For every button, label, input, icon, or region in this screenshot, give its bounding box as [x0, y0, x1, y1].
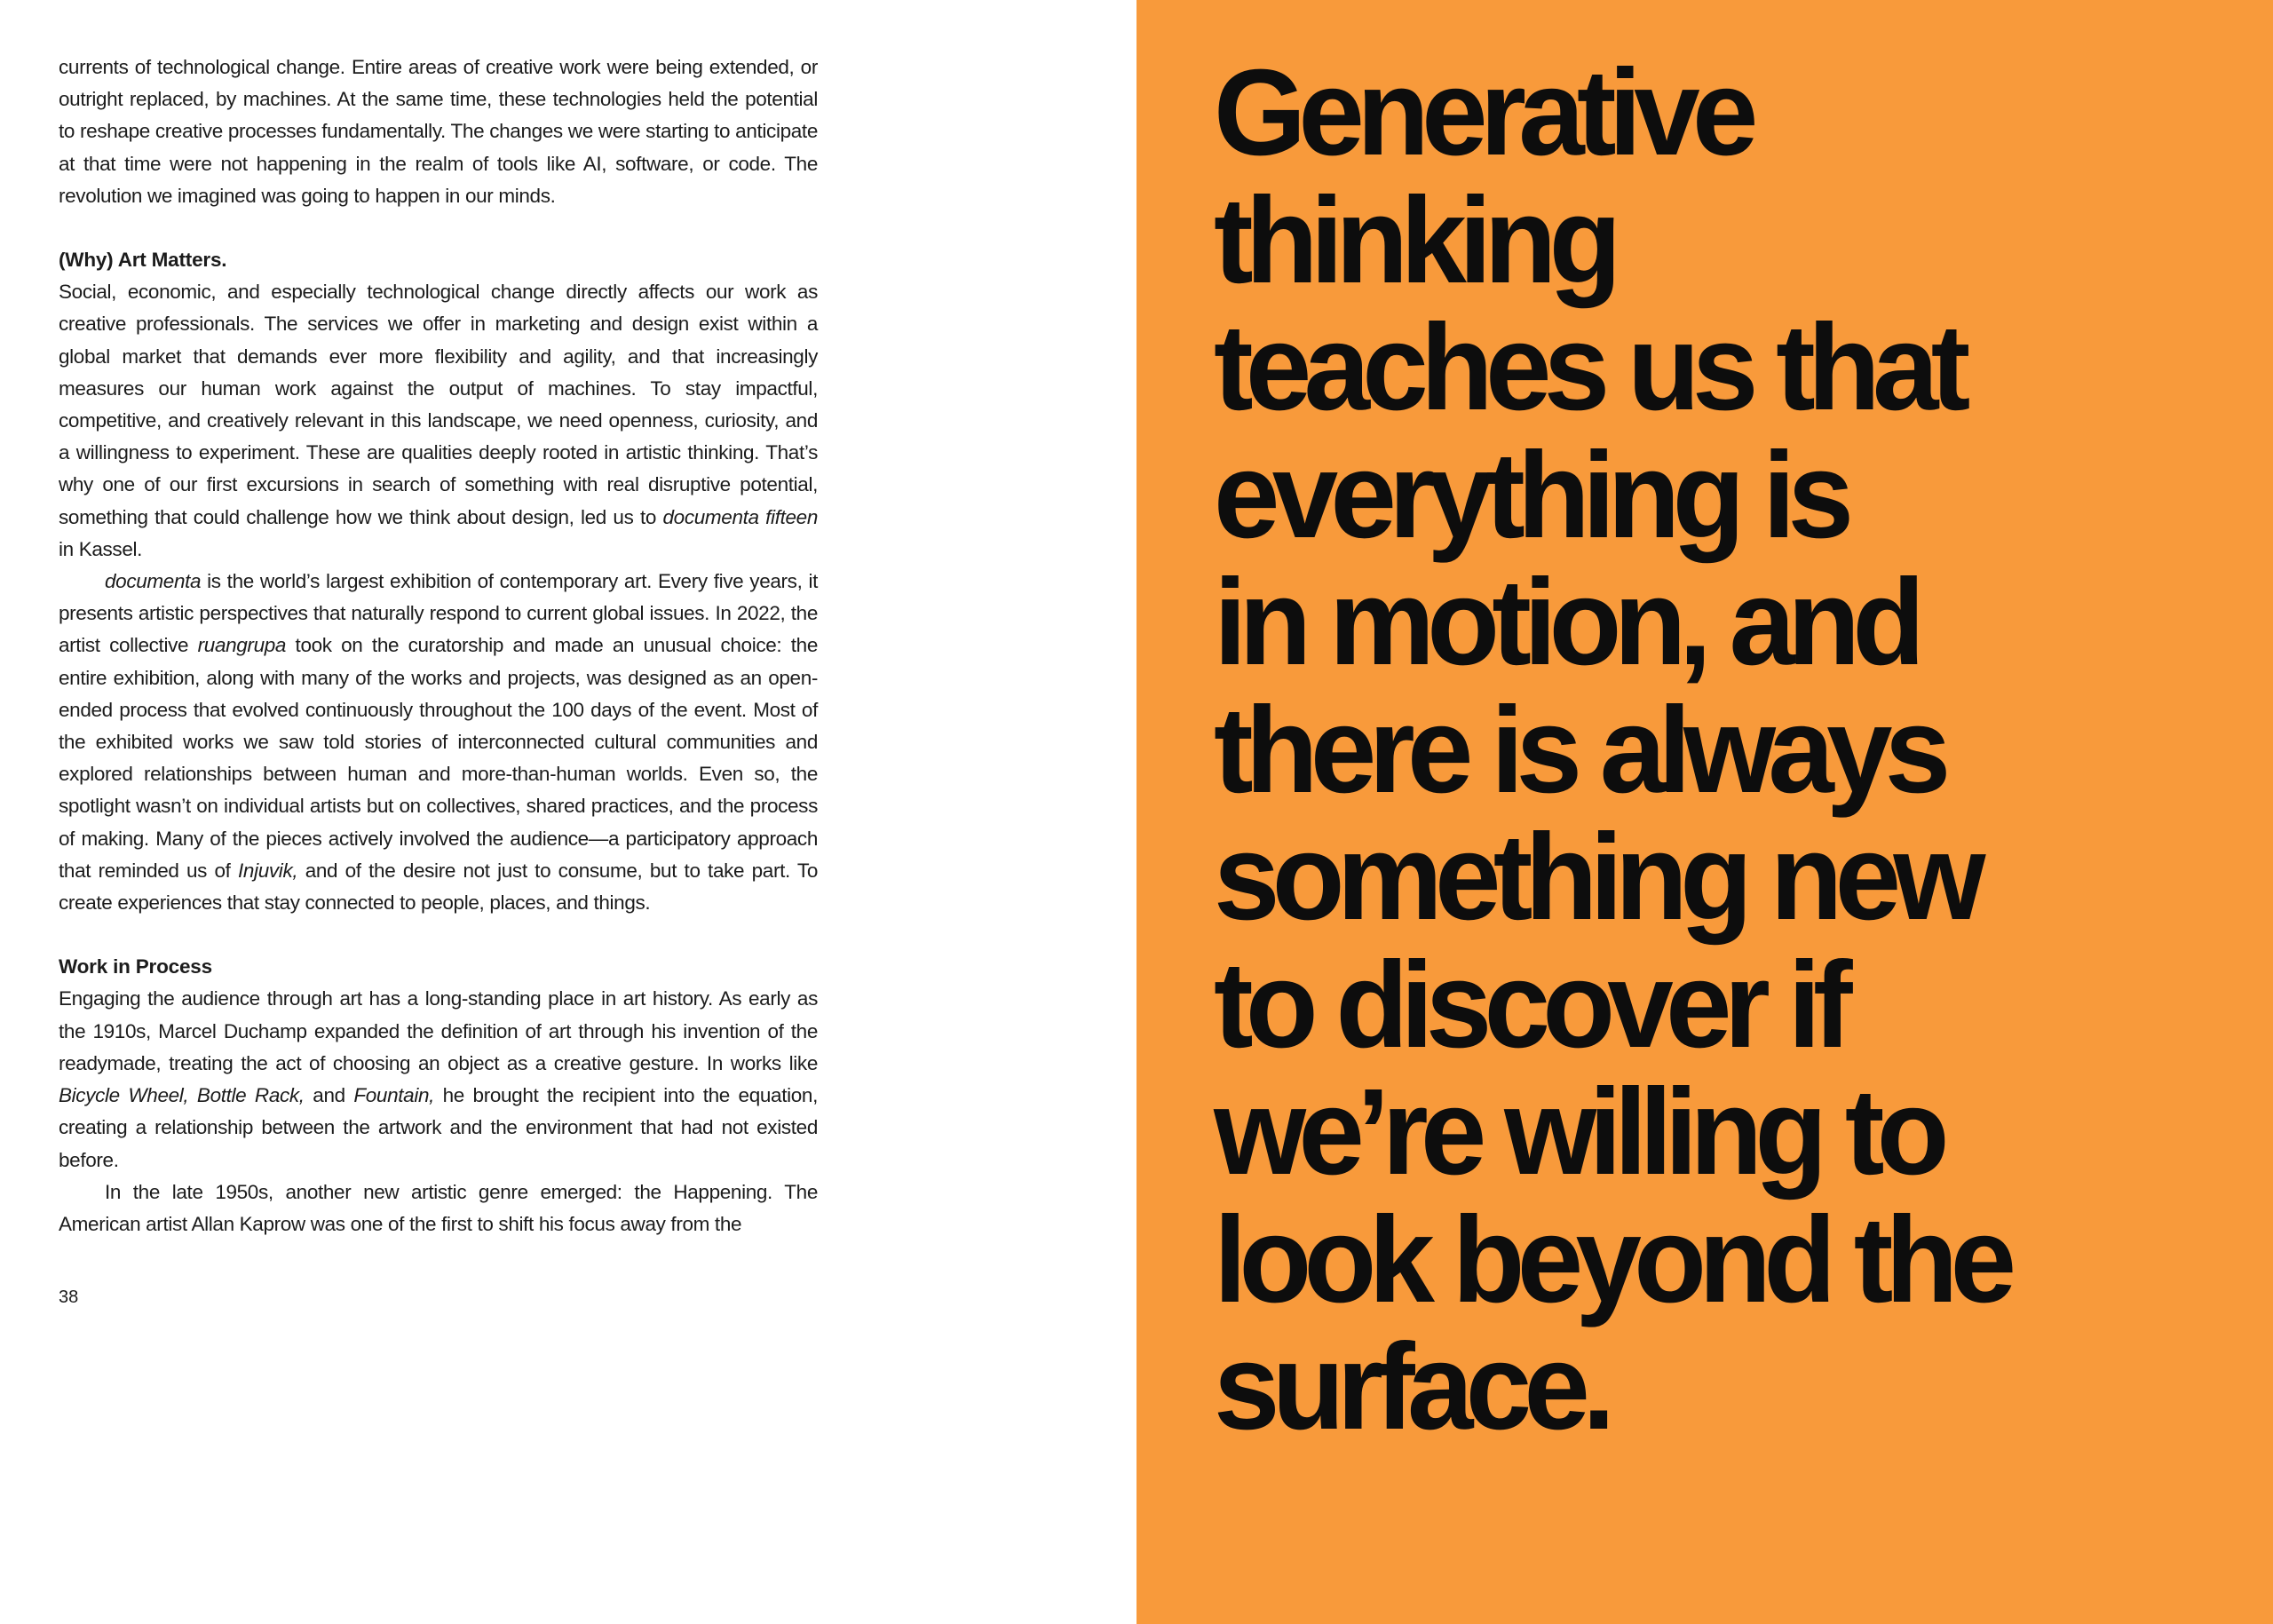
paragraph-intro: currents of technological change. Entire areas of creative work were being extended, or outright replaced, by machines. At the same time, these technologies held the potential to reshape creative processes fundamentally. The changes we were starting to anticipate at that time were not happening in the realm of tools like AI, software, or code. The revolution we imagined was going to happen in our minds. — [59, 56, 818, 207]
section-heading-why-art-matters: (Why) Art Matters. — [59, 249, 227, 272]
page-number: 38 — [59, 1287, 79, 1307]
quote-line: surface. — [1214, 1319, 1608, 1455]
paragraph-happening: In the late 1950s, another new artistic genre emerged: the Happening. The American artist Allan Kaprow was one of the first to shift his focus away from the — [59, 1180, 818, 1235]
quote-line: Generative — [1214, 44, 1751, 181]
quote-line: in motion, and — [1214, 554, 1918, 691]
quote-line: to discover if — [1214, 936, 1845, 1073]
quote-line: something new — [1214, 809, 1978, 946]
paragraph-art-matters: Social, economic, and especially technological change directly affects our work as creative professionals. The services we offer in marketing and design exist within a global market that demands ever more flexibility and agility, and that increasingly measures our human work against the output of machines. To stay impactful, competitive, and creatively relevant in this landscape, we need openness, curiosity, and a willingness to experiment. These are qualities deeply rooted in artistic thinking. That’s why one of our first excursions in search of something with real disruptive potential, something that could challenge how we think about design, led us to documenta fifteen in Kassel. — [59, 281, 818, 560]
right-page-quote-panel — [1136, 0, 2273, 1624]
paragraph-duchamp: Engaging the audience through art has a long-standing place in art history. As early as the 1910s, Marcel Duchamp expanded the definition of art through his invention of the readymade, treating the act of choosing an object as a creative gesture. In works like Bicycle Wheel, Bottle Rack, and Fountain, he brought the recipient into the equation, creating a relationship between the artwork and the environment that had not existed before. — [59, 987, 818, 1171]
paragraph-documenta: documenta is the world’s largest exhibition of contemporary art. Every five years, it presents artistic perspectives that naturally respond to current global issues. In 2022, the artist collective ruangrupa took on the curatorship and made an unusual choice: the entire exhibition, along with many of the works and projects, was designed as an open-ended process that evolved continuously throughout the 100 days of the event. Most of the exhibited works we saw told stories of interconnected cultural communities and explored relationships between human and more-than-human worlds. Even so, the spotlight wasn’t on individual artists but on collectives, shared practices, and the process of making. Many of the pieces actively involved the audience—a participatory approach that reminded us of Injuvik, and of the desire not just to consume, but to take part. To create experiences that stay connected to people, places, and things. — [59, 570, 818, 915]
quote-line: teaches us that — [1214, 299, 1963, 436]
left-page — [0, 0, 1136, 1624]
quote-line: thinking — [1214, 171, 1614, 309]
quote-line: we’re willing to — [1214, 1064, 1942, 1200]
pull-quote — [1214, 44, 2213, 1455]
quote-line: look beyond the — [1214, 1191, 2009, 1328]
body-text-column — [59, 51, 818, 1240]
quote-line: there is always — [1214, 681, 1944, 819]
quote-line: everything is — [1214, 426, 1847, 564]
section-heading-work-in-process: Work in Process — [59, 955, 212, 978]
